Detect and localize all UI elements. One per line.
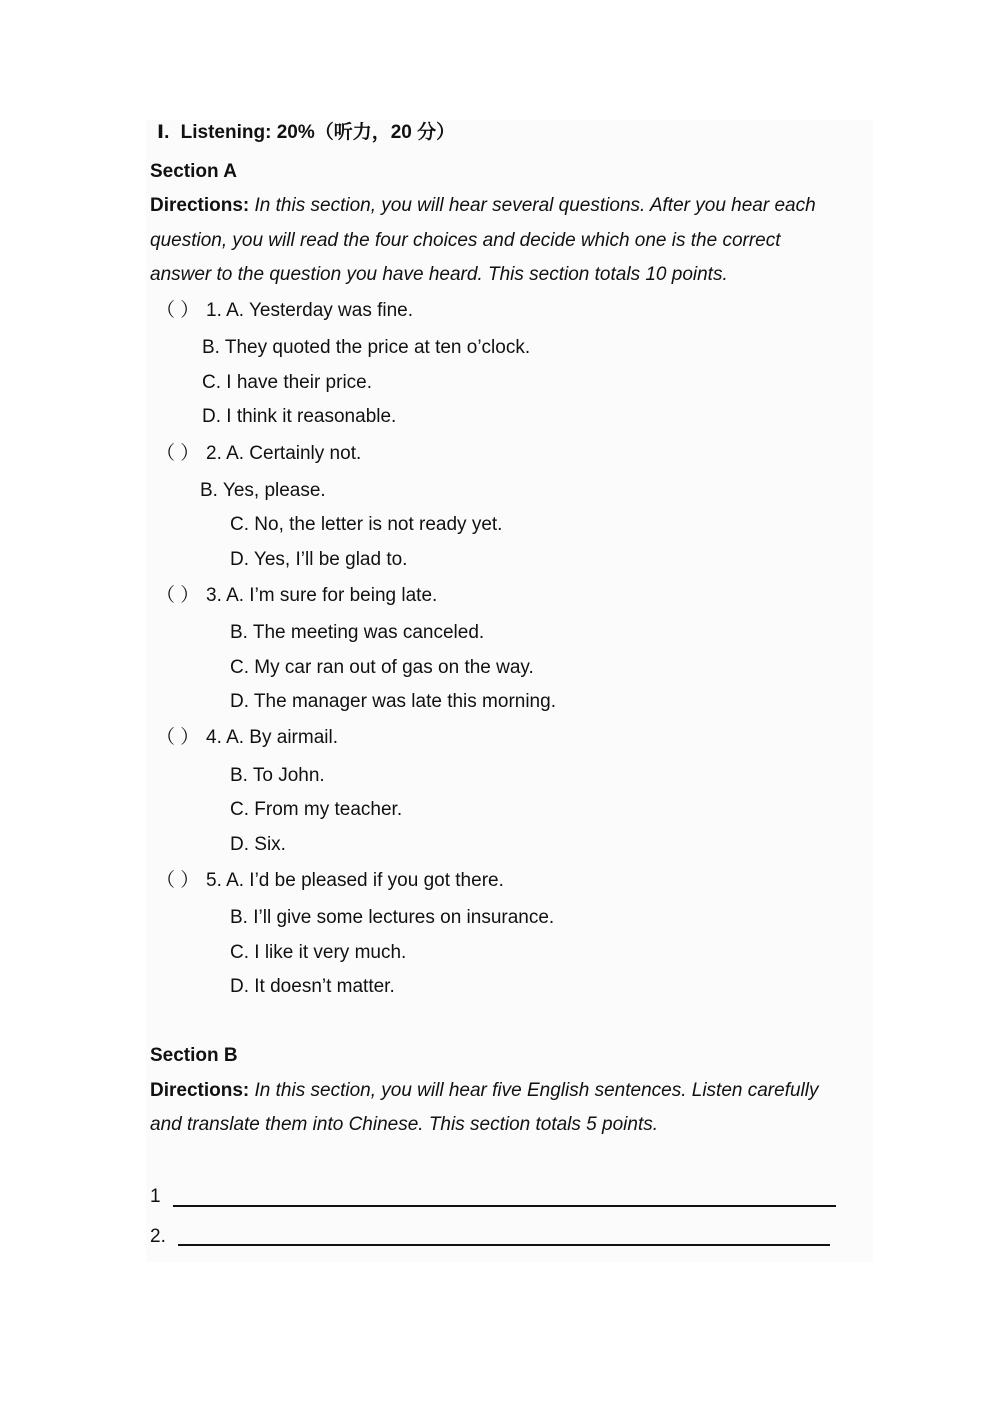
section-a-directions-line-3: answer to the question you have heard. This section totals 10 points.	[150, 264, 728, 285]
question-1	[156, 299, 413, 323]
part-title: Listening: 20%（听力，20 分）	[180, 122, 456, 143]
answer-paren[interactable]: （ ）	[156, 870, 200, 891]
question-3-option-c: C. My car ran out of gas on the way.	[230, 657, 534, 678]
question-2-option-b: B. Yes, please.	[200, 480, 326, 501]
answer-blank-1[interactable]	[173, 1205, 836, 1207]
answer-blank-2[interactable]	[178, 1244, 830, 1246]
question-2	[156, 442, 361, 466]
question-stem: 1. A. Yesterday was fine.	[206, 300, 414, 321]
question-1-option-d: D. I think it reasonable.	[202, 406, 397, 427]
question-5-option-b: B. I’ll give some lectures on insurance.	[230, 907, 555, 928]
answer-paren[interactable]: （ ）	[156, 443, 200, 464]
part-heading	[157, 121, 455, 145]
question-5-option-c: C. I like it very much.	[230, 942, 407, 963]
section-a-title: Section A	[150, 161, 237, 182]
section-b-directions-label: Directions:	[150, 1080, 250, 1101]
question-4-option-c: C. From my teacher.	[230, 799, 403, 820]
answer-paren[interactable]: （ ）	[156, 585, 200, 606]
question-5	[156, 869, 504, 893]
section-b-title: Section B	[150, 1045, 238, 1066]
part-numeral: Ⅰ.	[157, 122, 170, 143]
question-1-option-c: C. I have their price.	[202, 372, 373, 393]
answer-paren[interactable]: （ ）	[156, 727, 200, 748]
question-3	[156, 584, 437, 608]
question-3-option-b: B. The meeting was canceled.	[230, 622, 485, 643]
section-a-directions-line-2: question, you will read the four choices and decide which one is the correct	[150, 230, 781, 251]
section-b-directions-line-2: and translate them into Chinese. This section totals 5 points.	[150, 1114, 658, 1135]
question-3-option-d: D. The manager was late this morning.	[230, 691, 556, 712]
question-2-option-d: D. Yes, I’ll be glad to.	[230, 549, 408, 570]
question-stem: 4. A. By airmail.	[206, 727, 338, 748]
answer-number-2: 2.	[150, 1226, 166, 1247]
section-a-directions-text: In this section, you will hear several questions. After you hear each	[254, 195, 816, 216]
section-a-directions-line-1	[150, 194, 816, 218]
question-stem: 5. A. I’d be pleased if you got there.	[206, 870, 504, 891]
question-4-option-b: B. To John.	[230, 765, 325, 786]
section-b-directions-line-1	[150, 1079, 818, 1103]
answer-paren[interactable]: （ ）	[156, 300, 200, 321]
question-stem: 2. A. Certainly not.	[206, 443, 362, 464]
question-4	[156, 726, 338, 750]
section-a-directions-label: Directions:	[150, 195, 250, 216]
question-5-option-d: D. It doesn’t matter.	[230, 976, 395, 997]
question-1-option-b: B. They quoted the price at ten o’clock.	[202, 337, 531, 358]
answer-number-1: 1	[150, 1186, 161, 1207]
question-2-option-c: C. No, the letter is not ready yet.	[230, 514, 503, 535]
question-4-option-d: D. Six.	[230, 834, 286, 855]
question-stem: 3. A. I’m sure for being late.	[206, 585, 438, 606]
section-b-directions-text: In this section, you will hear five English sentences. Listen carefully	[254, 1080, 819, 1101]
